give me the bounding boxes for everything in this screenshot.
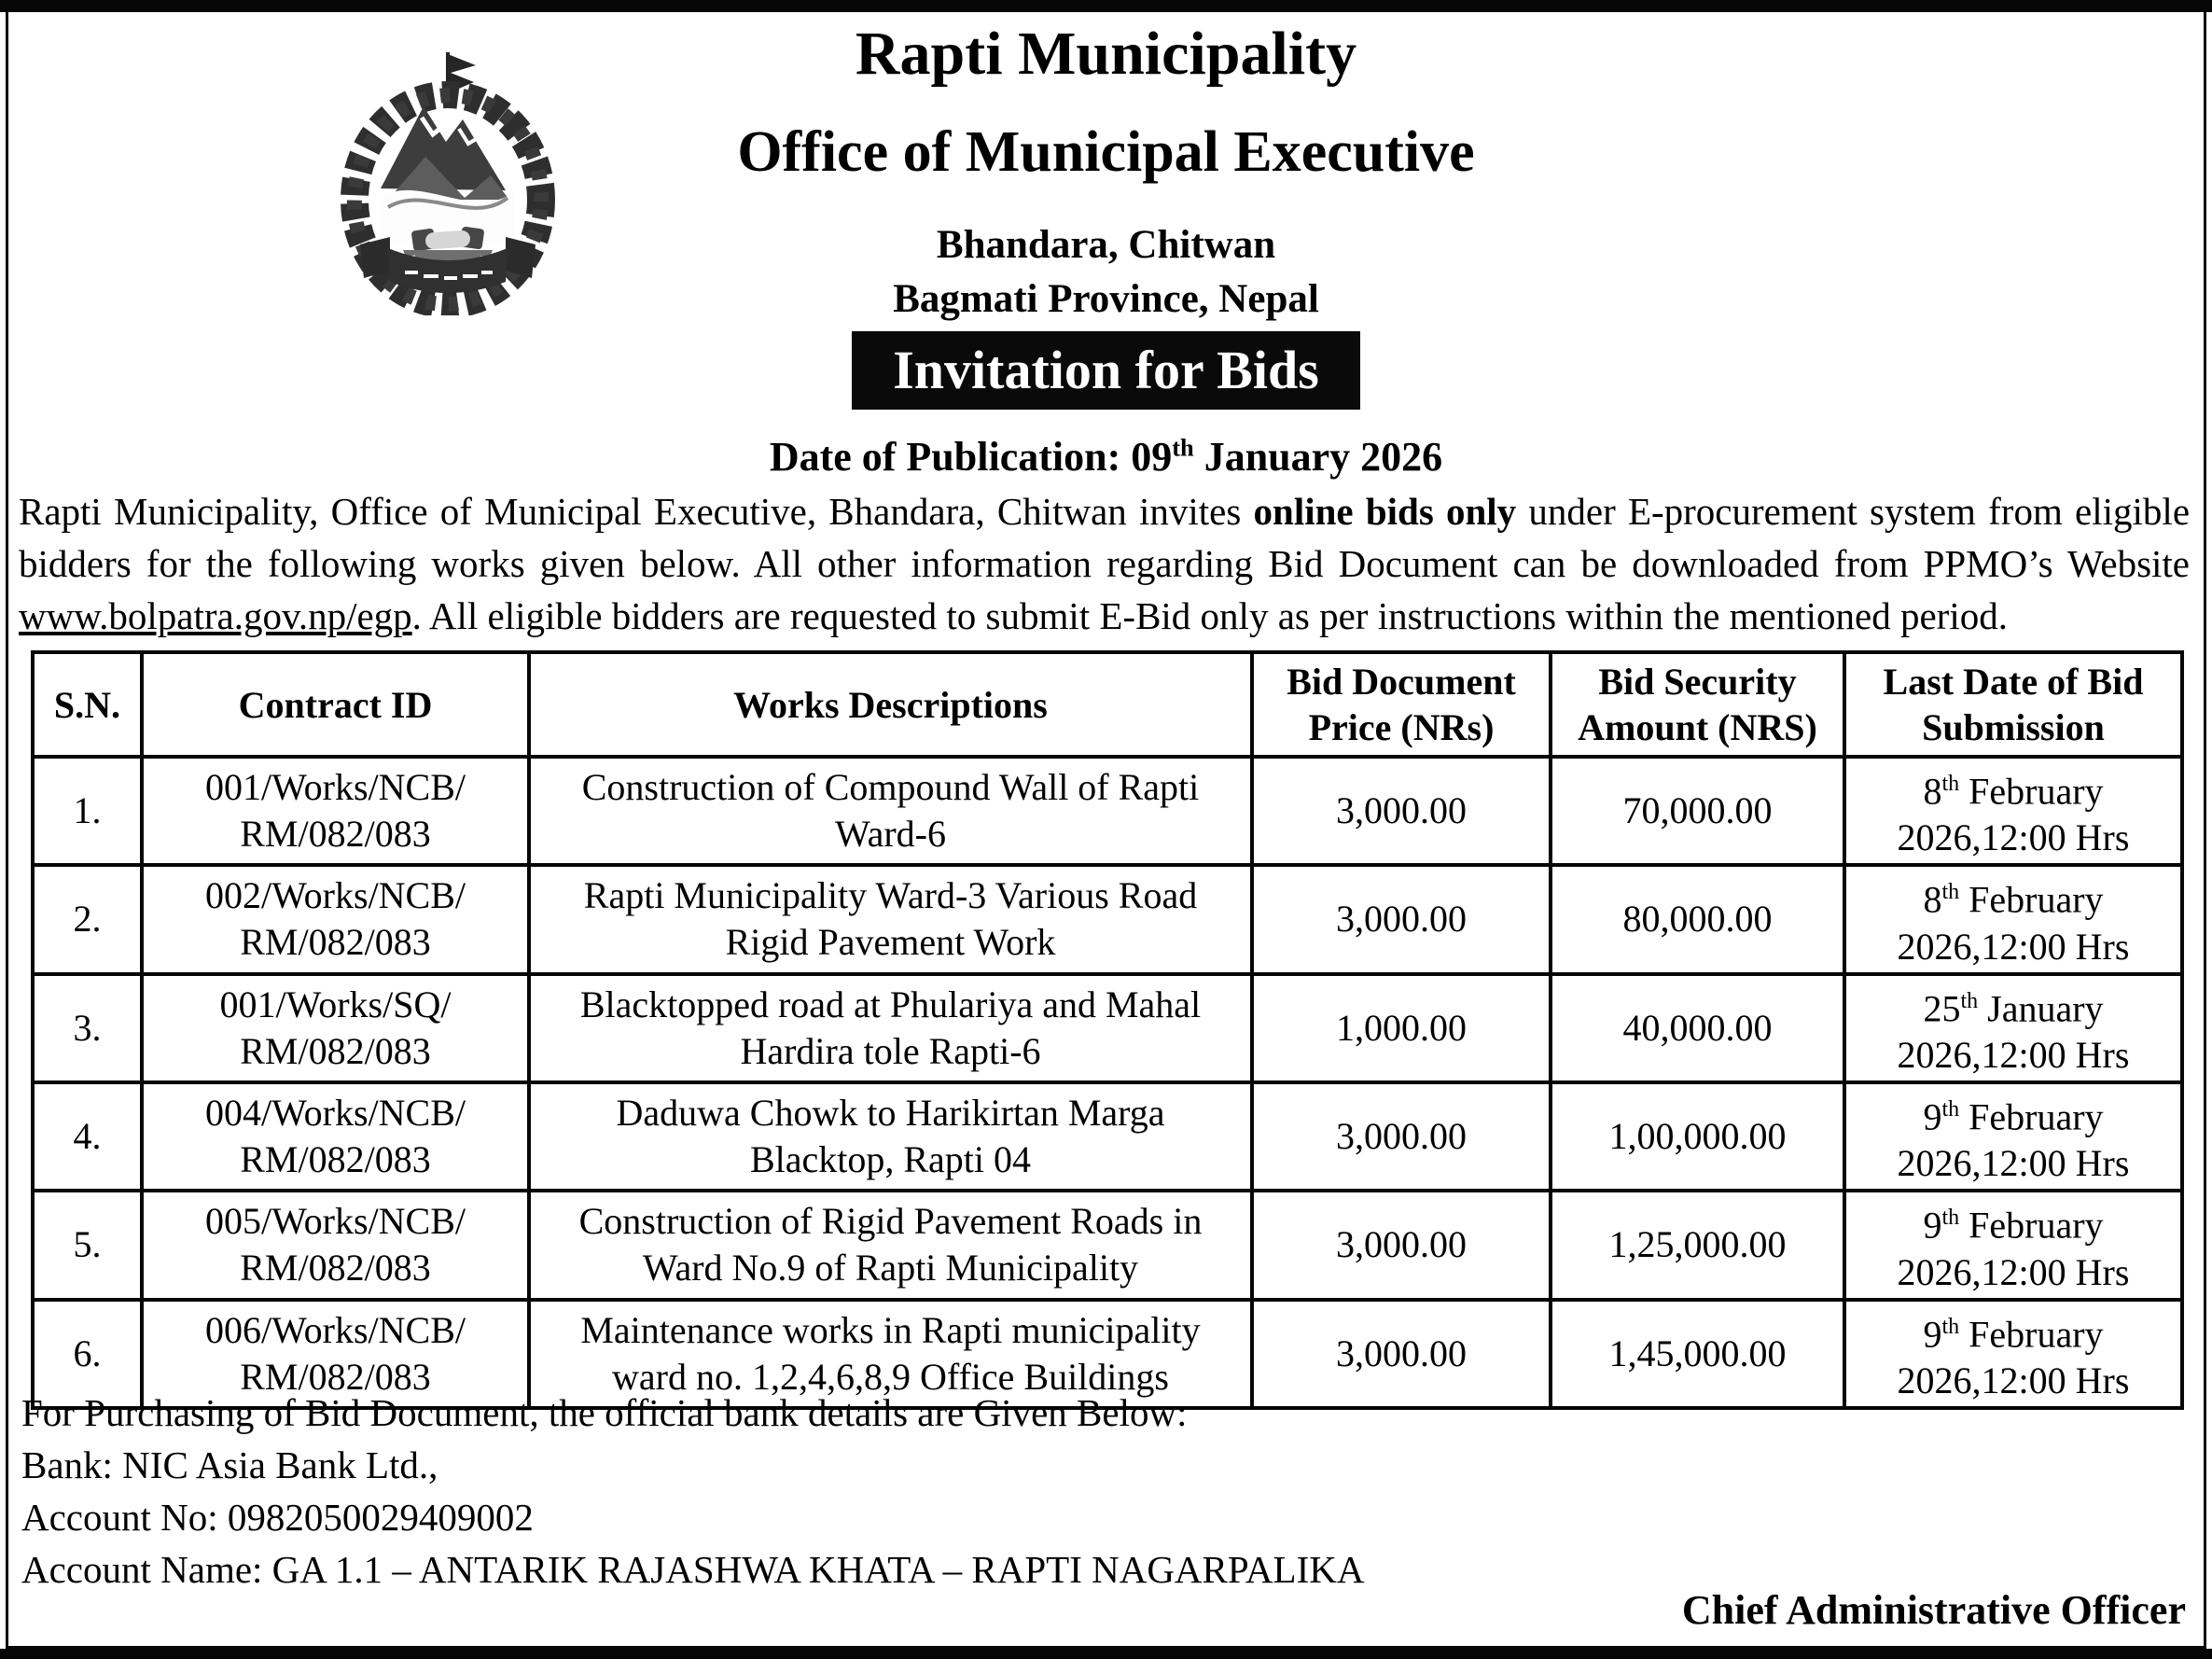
online-bids-bold-text: online bids only — [1253, 490, 1517, 533]
cell-last-date: 25th January 2026,12:00 Hrs — [1844, 974, 2182, 1082]
publication-date-suffix: January 2026 — [1193, 434, 1443, 480]
table-row — [33, 757, 2182, 865]
bottom-border-bar — [0, 1649, 2212, 1659]
table-row — [33, 865, 2182, 973]
top-border-bar — [0, 0, 2212, 12]
publication-date-prefix: Date of Publication: 09 — [769, 434, 1173, 480]
intro-text-3: . All eligible bidders are requested to submit E-Bid only as per instructions within the mentioned period. — [411, 594, 2008, 637]
cell-sn: 6. — [33, 1300, 142, 1408]
invitation-banner-row — [0, 331, 2212, 410]
column-header-bid-security-amount: Bid Security Amount (NRS) — [1551, 652, 1844, 757]
column-header-works-descriptions: Works Descriptions — [529, 652, 1252, 757]
address-line-1: Bhandara, Chitwan — [936, 223, 1276, 267]
cell-security: 1,00,000.00 — [1551, 1082, 1844, 1191]
cell-sn: 3. — [33, 974, 142, 1082]
cell-description: Maintenance works in Rapti municipality ward no. 1,2,4,6,8,9 Office Buildings — [529, 1300, 1252, 1408]
cell-last-date: 9th February 2026,12:00 Hrs — [1844, 1191, 2182, 1299]
cell-price: 3,000.00 — [1252, 865, 1551, 973]
table-row — [33, 974, 2182, 1082]
footer-account-no: Account No: 0982050029409002 — [21, 1496, 534, 1539]
bank-details — [21, 1387, 2190, 1596]
cell-last-date: 8th February 2026,12:00 Hrs — [1844, 757, 2182, 865]
table-row — [33, 1082, 2182, 1191]
office-title: Office of Municipal Executive — [737, 120, 1475, 184]
cell-last-date: 9th February 2026,12:00 Hrs — [1844, 1082, 2182, 1191]
cell-contract-id: 001/Works/NCB/ RM/082/083 — [142, 757, 529, 865]
column-header-contract-id: Contract ID — [142, 652, 529, 757]
cell-sn: 1. — [33, 757, 142, 865]
cell-sn: 4. — [33, 1082, 142, 1191]
footer-purchase-note: For Purchasing of Bid Document, the official bank details are Given Below: — [21, 1391, 1188, 1434]
publication-date-ordinal: th — [1172, 433, 1194, 462]
bids-table — [31, 650, 2184, 1410]
cell-description: Construction of Rigid Pavement Roads in Ward No.9 of Rapti Municipality — [529, 1191, 1252, 1299]
cell-price: 1,000.00 — [1252, 974, 1551, 1082]
footer-account-name: Account Name: GA 1.1 – ANTARIK RAJASHWA KHATA – RAPTI NAGARPALIKA — [21, 1548, 1365, 1591]
cell-contract-id: 004/Works/NCB/ RM/082/083 — [142, 1082, 529, 1191]
footer-bank: Bank: NIC Asia Bank Ltd., — [21, 1443, 438, 1486]
cell-security: 1,45,000.00 — [1551, 1300, 1844, 1408]
bolpatra-link[interactable]: www.bolpatra.gov.np/egp — [19, 594, 412, 637]
cell-security: 70,000.00 — [1551, 757, 1844, 865]
column-header-bid-document-price: Bid Document Price (NRs) — [1252, 652, 1551, 757]
table-header-row — [33, 652, 2182, 757]
cell-last-date: 9th February 2026,12:00 Hrs — [1844, 1300, 2182, 1408]
cell-contract-id: 006/Works/NCB/ RM/082/083 — [142, 1300, 529, 1408]
signature-title: Chief Administrative Officer — [1681, 1587, 2186, 1633]
cell-contract-id: 001/Works/SQ/ RM/082/083 — [142, 974, 529, 1082]
cell-last-date: 8th February 2026,12:00 Hrs — [1844, 865, 2182, 973]
table-row — [33, 1191, 2182, 1299]
intro-paragraph — [19, 485, 2190, 642]
column-header-last-date: Last Date of Bid Submission — [1844, 652, 2182, 757]
org-name-title: Rapti Municipality — [855, 20, 1357, 88]
cell-price: 3,000.00 — [1252, 1300, 1551, 1408]
column-header-sn: S.N. — [33, 652, 142, 757]
cell-contract-id: 002/Works/NCB/ RM/082/083 — [142, 865, 529, 973]
cell-sn: 5. — [33, 1191, 142, 1299]
intro-text-2: under E-procurement system from eligible bidders for the following works given below. All other information regarding Bid Document can be downloaded from PPMO’s Website — [19, 490, 2191, 585]
cell-description: Blacktopped road at Phulariya and Mahal Hardira tole Rapti-6 — [529, 974, 1252, 1082]
intro-text-1: Rapti Municipality, Office of Municipal Executive, Bhandara, Chitwan invites — [19, 490, 1254, 533]
cell-description: Construction of Compound Wall of Rapti Ward-6 — [529, 757, 1252, 865]
cell-price: 3,000.00 — [1252, 1082, 1551, 1191]
cell-security: 80,000.00 — [1551, 865, 1844, 973]
cell-price: 3,000.00 — [1252, 1191, 1551, 1299]
address-line-2: Bagmati Province, Nepal — [893, 277, 1319, 321]
cell-description: Rapti Municipality Ward-3 Various Road Rigid Pavement Work — [529, 865, 1252, 973]
cell-price: 3,000.00 — [1252, 757, 1551, 865]
cell-security: 40,000.00 — [1551, 974, 1844, 1082]
invitation-banner: Invitation for Bids — [852, 331, 1360, 410]
cell-contract-id: 005/Works/NCB/ RM/082/083 — [142, 1191, 529, 1299]
publication-date — [0, 433, 2212, 481]
cell-description: Daduwa Chowk to Harikirtan Marga Blacktop, Rapti 04 — [529, 1082, 1252, 1191]
cell-security: 1,25,000.00 — [1551, 1191, 1844, 1299]
cell-sn: 2. — [33, 865, 142, 973]
